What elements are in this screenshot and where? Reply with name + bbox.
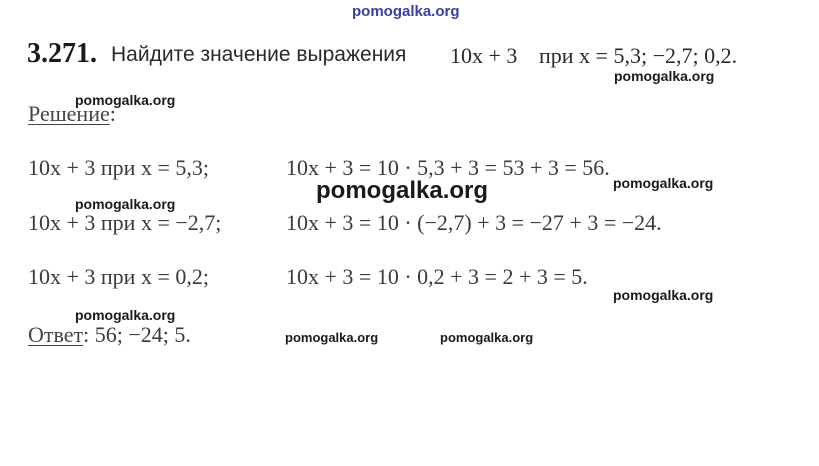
watermark-line2-left: pomogalka.org (75, 196, 176, 212)
answer-values: : 56; −24; 5. (83, 322, 191, 347)
answer-heading: Ответ (28, 322, 84, 347)
watermark-answer-mid2: pomogalka.org (440, 330, 534, 345)
problem-condition: при x = 5,3; −2,7; 0,2. (539, 43, 738, 68)
problem-text: Найдите значение выражения (111, 43, 407, 66)
solution-heading: Решение (28, 101, 110, 126)
problem-expression: 10x + 3 (450, 43, 518, 68)
watermark-line3-right: pomogalka.org (613, 287, 714, 303)
watermark-header-right: pomogalka.org (614, 68, 715, 84)
problem-number: 3.271. (27, 38, 97, 69)
solution-heading-colon: : (109, 101, 116, 126)
answer-row (28, 322, 191, 348)
solution-calc-3: 10x + 3 = 10 · 0,2 + 3 = 2 + 3 = 5. (286, 264, 588, 289)
watermark-line1-right: pomogalka.org (613, 175, 714, 191)
watermark-answer-mid1: pomogalka.org (285, 330, 379, 345)
solution-case-3: 10x + 3 при x = 0,2; (28, 264, 209, 289)
solution-case-2: 10x + 3 при x = −2,7; (28, 210, 222, 235)
watermark-answer-left: pomogalka.org (75, 307, 176, 323)
watermark-center-big: pomogalka.org (316, 177, 489, 204)
solution-case-1: 10x + 3 при x = 5,3; (28, 155, 209, 180)
watermark-solution-left: pomogalka.org (75, 92, 176, 108)
solution-calc-1: 10x + 3 = 10 · 5,3 + 3 = 53 + 3 = 56. (286, 155, 610, 180)
solution-heading-row (28, 101, 116, 127)
watermark-top: pomogalka.org (352, 3, 460, 20)
solution-calc-2: 10x + 3 = 10 · (−2,7) + 3 = −27 + 3 = −24. (286, 210, 662, 235)
